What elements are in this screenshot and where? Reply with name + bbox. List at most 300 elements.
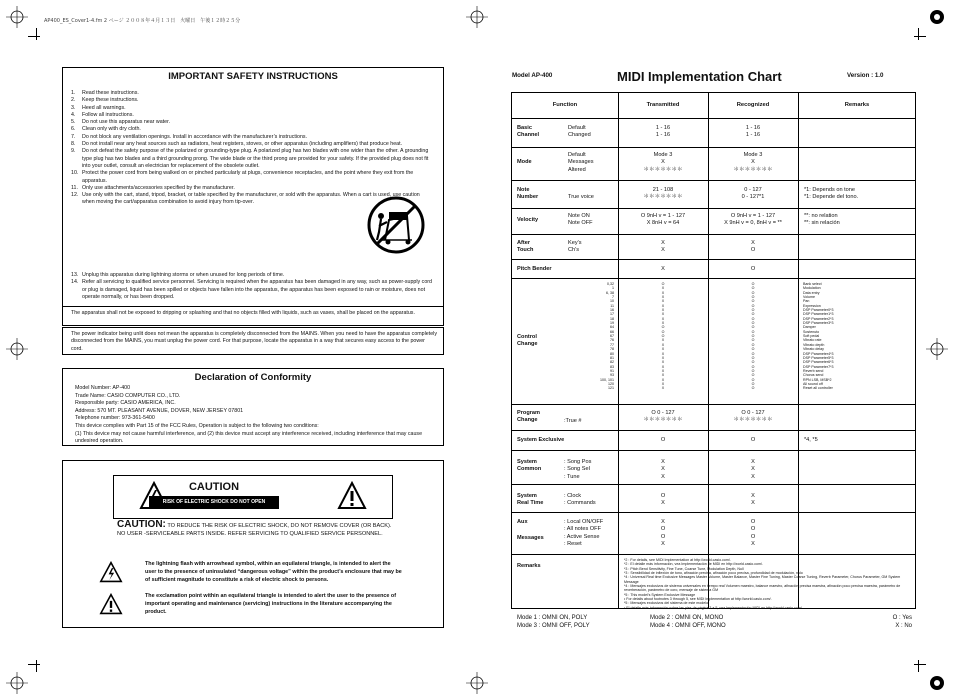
version-label: Version : 1.0 xyxy=(847,72,884,79)
remarks-label: Remarks xyxy=(517,563,541,569)
common-label: Common xyxy=(517,466,542,473)
safety-item-number: 9. xyxy=(71,148,76,155)
cc-rx xyxy=(708,282,798,391)
safety-item xyxy=(71,105,431,112)
note-number-label xyxy=(517,187,538,202)
crop-mark xyxy=(918,28,919,40)
cell-value: ＊＊＊＊＊＊＊ xyxy=(643,194,683,201)
cc-tx-value: O xyxy=(661,282,665,286)
cc-number: 82 xyxy=(610,360,614,365)
row-divider xyxy=(512,118,915,119)
cell-value: O 9nH v = 1 - 127 xyxy=(730,213,776,219)
sysex-rx: O xyxy=(750,437,756,443)
cell-value: X xyxy=(661,459,665,465)
cc-number: 100, 101 xyxy=(600,377,614,382)
cell-remark: **: sin relación xyxy=(804,220,840,227)
safety-item-text: Do not defeat the safety purpose of the polarized or grounding-type plug. A polarized plug has two blades with one wider than the other. A grounding type plug has two blades and a third grounding prong. The wide blade or the third prong are provided for your safety. If the provided plug does not fit into your outlet, consult an electrician for replacement of the obsolete outlet. xyxy=(82,148,429,169)
cell-value: X 8nH v = 64 xyxy=(646,220,680,227)
mode-4-text: Mode 4 : OMNI OFF, MONO xyxy=(650,623,726,629)
cc-remark: Damper xyxy=(803,325,816,330)
cc-tx-value: X xyxy=(661,342,665,347)
cc-remark: Vibrato delay xyxy=(803,347,824,352)
basic-channel-rx xyxy=(708,125,798,140)
cc-rx-value: O xyxy=(751,377,755,382)
mode-2-text: Mode 2 : OMNI ON, MONO xyxy=(650,615,724,621)
cc-rx-value: O xyxy=(751,299,755,304)
control-change-label xyxy=(517,334,538,349)
cc-number: 121 xyxy=(608,386,614,391)
messages-label: Messages xyxy=(517,535,544,541)
conformity-line: Model Number: AP-400 xyxy=(75,385,131,391)
header-function: Function xyxy=(552,102,578,108)
safety-item-number: 8. xyxy=(71,141,76,148)
crop-mark xyxy=(914,664,926,665)
system-common-sub xyxy=(564,459,591,481)
cell-value: X xyxy=(661,541,665,548)
cell-label: : Reset xyxy=(564,541,582,548)
cc-tx-value: X xyxy=(661,308,665,313)
cell-value: 1 - 16 xyxy=(655,132,671,139)
safety-item-text: Refer all servicing to qualified service personnel. Servicing is required when the apparatus has been damaged in any way, such as power-supply cord or plug is damaged, liquid has been spilled or objects have fallen into the apparatus, the apparatus has been exposed to rain or moisture, does not operate normally, or has been dropped. xyxy=(82,279,432,300)
aftertouch-label xyxy=(517,240,533,255)
basic-channel-sub xyxy=(568,125,591,140)
cc-number: 0,32 xyxy=(607,282,614,286)
cc-number: 17 xyxy=(610,312,614,317)
row-divider xyxy=(512,180,915,181)
basic-channel-tx xyxy=(618,125,708,140)
cell-value: X xyxy=(751,493,755,499)
caution-risk-bar: RISK OF ELECTRIC SHOCK DO NOT OPEN xyxy=(149,496,279,509)
cell-value: X xyxy=(751,159,755,166)
cc-tx-value: X xyxy=(661,351,665,356)
cc-remark: Expression xyxy=(803,303,821,308)
cell-value: O xyxy=(660,493,666,499)
conformity-line: Telephone number: 973-361-5400 xyxy=(75,415,155,422)
cell-value: X xyxy=(661,240,665,246)
cc-rx-value: O xyxy=(751,360,755,365)
system-common-tx xyxy=(618,459,708,481)
cc-number: 78 xyxy=(610,347,614,352)
cc-rx-value: O xyxy=(751,334,755,339)
safety-item-number: 12. xyxy=(71,192,79,199)
changed-label: Changed xyxy=(568,132,591,139)
default-label: Default xyxy=(568,125,586,131)
cc-number: 93 xyxy=(610,373,614,378)
basic-label: Basic xyxy=(517,125,532,131)
cc-tx-value: X xyxy=(661,364,665,369)
cc-tx-value: X xyxy=(661,312,665,317)
safety-item-number: 14. xyxy=(71,279,79,286)
cell-value: 21 - 108 xyxy=(652,187,674,193)
footnote: *3 : Sensibilidad de inflexión de tono, afinación precisa, afinación poco precisa, profundidad de modulación, nulo xyxy=(624,571,803,576)
cell-value: X xyxy=(751,541,755,548)
cc-number: 77 xyxy=(610,342,614,347)
footnotes xyxy=(624,558,914,610)
cc-tx-value: X xyxy=(661,295,665,300)
safety-item-number: 3. xyxy=(71,104,76,111)
safety-list-continued xyxy=(71,272,437,301)
cc-number: 91 xyxy=(610,368,614,373)
change-label: Change xyxy=(517,341,538,348)
cc-tx-value: X xyxy=(661,347,665,352)
cc-number: 18 xyxy=(610,316,614,321)
number-label: Number xyxy=(517,194,539,201)
system-label: System xyxy=(517,493,537,499)
cell-label: : Active Sense xyxy=(564,533,600,540)
row-divider xyxy=(512,554,915,555)
cc-rx-value: O xyxy=(751,282,755,286)
cell-value: X xyxy=(661,473,665,480)
cc-number: 66 xyxy=(610,329,614,334)
true-number-label: :True # xyxy=(564,418,582,424)
system-common-rx xyxy=(708,459,798,481)
cell-value: 1 - 16 xyxy=(655,125,671,131)
cell-label: Ch's xyxy=(568,247,580,254)
cell-remark: *1: Depende del tono. xyxy=(804,194,859,201)
cell-label: Messages xyxy=(568,159,594,166)
registration-mark-top-right xyxy=(926,6,948,28)
cc-tx-value: X xyxy=(661,321,665,326)
velocity-sub xyxy=(568,213,593,228)
cell-label: : Song Sel xyxy=(564,466,590,473)
crop-mark xyxy=(36,28,37,40)
program-label: Program xyxy=(517,410,541,416)
realtime-label: Real Time xyxy=(517,500,544,507)
system-realtime-label xyxy=(517,493,543,508)
cc-rx-value: O xyxy=(751,303,755,308)
cc-rx-value: O xyxy=(751,368,755,373)
safety-item-text: Use only with the cart, stand, tripod, bracket, or table specified by the manufacturer, or sold with the apparatus. When a cart is used, use caution when moving the cart/apparatus combination to avoid injury from tip-over. xyxy=(82,192,420,206)
safety-item xyxy=(71,141,431,148)
cc-tx-value: X xyxy=(661,303,665,308)
cell-value: X xyxy=(661,466,665,473)
cc-tx-value: O xyxy=(661,334,665,339)
safety-item xyxy=(71,97,431,104)
note-rx xyxy=(708,187,798,202)
cc-remark: Data entry xyxy=(803,290,820,295)
mode-tx xyxy=(618,152,708,174)
cell-value: X xyxy=(661,500,665,507)
cell-value: ＊＊＊＊＊＊＊ xyxy=(643,417,683,424)
cell-remark: *1: Depends on tone xyxy=(804,187,856,193)
cc-rx-value: O xyxy=(751,325,755,330)
cc-rx-value: O xyxy=(751,316,755,321)
footnote: • For details about footnotes 3 through 5, see MIDI Implementation at http://world.casio.com/. xyxy=(624,597,772,602)
row-divider xyxy=(512,404,915,405)
conformity-line: Trade Name: CASIO COMPUTER CO., LTD. xyxy=(75,392,181,399)
cell-value: O xyxy=(750,526,756,533)
safety-item xyxy=(71,134,431,141)
registration-mark-top-center xyxy=(466,6,488,28)
registration-mark-bottom-center xyxy=(466,672,488,694)
aftertouch-sub xyxy=(568,240,582,255)
program-change-label xyxy=(517,410,540,425)
cc-number: 6, 38 xyxy=(606,290,614,295)
velocity-rx xyxy=(708,213,798,228)
cc-remark: Reverb send xyxy=(803,368,824,373)
row-divider xyxy=(512,208,915,209)
system-common-label xyxy=(517,459,541,474)
caution-lead: CAUTION: xyxy=(117,519,166,530)
touch-label: Touch xyxy=(517,247,534,254)
header-recognized: Recognized xyxy=(736,102,770,108)
registration-mark-bottom-left xyxy=(6,672,28,694)
mode-legend-yes-no xyxy=(862,614,912,630)
cell-value: X xyxy=(661,247,665,254)
cell-value: O xyxy=(660,533,666,540)
file-header-line: AP400_ES_Cover1-4.fm 2 ページ ２００８年４月１３日 火曜日 午後１２時２５分 xyxy=(44,18,241,24)
change-label: Change xyxy=(517,417,538,424)
row-divider xyxy=(512,147,915,148)
cell-value: O xyxy=(750,247,756,254)
safety-item xyxy=(71,279,437,301)
safety-item-text: Do not use this apparatus near water. xyxy=(82,119,171,126)
after-label: After xyxy=(517,240,531,246)
cell-value: O xyxy=(660,526,666,533)
cc-remark: DSP Parameter7*3 xyxy=(803,364,834,369)
cc-remarks xyxy=(803,282,915,391)
caution-body: TO REDUCE THE RISK OF ELECTRIC SHOCK, DO NOT REMOVE COVER (OR BACK). NO USER -SERVICEABLE PARTS INSIDE. REFER SERVICING TO QUALIFIED SERVICE PERSONNEL. xyxy=(117,523,392,537)
cc-number: 64 xyxy=(610,325,614,330)
midi-implementation-table xyxy=(511,92,916,609)
pitch-bender-tx: X xyxy=(661,266,665,272)
cc-tx-value: X xyxy=(661,338,665,343)
velocity-label: Velocity xyxy=(517,217,539,223)
cc-number: 81 xyxy=(610,355,614,360)
safety-item-number: 2. xyxy=(71,97,76,104)
no-text: X : No xyxy=(895,623,912,629)
safety-item-number: 1. xyxy=(71,90,76,96)
cc-rx-value: O xyxy=(751,347,755,352)
cc-remark: DSP Parameter6*3 xyxy=(803,360,834,365)
cell-value: Mode 3 xyxy=(743,152,763,158)
exclamation-triangle-icon xyxy=(337,481,367,511)
cc-rx-value: O xyxy=(751,351,755,356)
safety-item-text: Do not install near any heat sources such as radiators, heat registers, stoves, or other apparatus (including amplifiers) that produce heat. xyxy=(82,141,403,148)
cc-number: 10 xyxy=(610,299,614,304)
cc-number: 83 xyxy=(610,364,614,369)
cell-value: ＊＊＊＊＊＊＊ xyxy=(733,417,773,424)
cc-number: 1 xyxy=(612,286,614,291)
cc-tx-value: X xyxy=(661,299,665,304)
cc-tx-value: X xyxy=(661,368,665,373)
cell-remark: **: no relation xyxy=(804,213,838,219)
footnote: *2 : For details, see MIDI Implementation at http://world.casio.com/. xyxy=(624,558,731,562)
cell-value: X xyxy=(751,240,755,246)
cc-tx-value: X xyxy=(661,316,665,321)
note-tx xyxy=(618,187,708,202)
cc-remark: Soft pedal xyxy=(803,334,820,339)
aux-rx xyxy=(708,519,798,549)
cc-remark: All sound off xyxy=(803,381,823,386)
caution-box xyxy=(62,460,444,628)
model-label: Model AP-400 xyxy=(512,72,553,79)
crop-mark xyxy=(918,660,919,672)
conformity-line: Responsible party: CASIO AMERICA, INC. xyxy=(75,400,176,407)
note-label: Note xyxy=(517,187,530,193)
cc-remark: DSP Parameter1*3 xyxy=(803,312,834,317)
cell-label: Key's xyxy=(568,240,582,246)
safety-item xyxy=(71,112,431,119)
cell-value: X xyxy=(751,459,755,465)
mode-1-text: Mode 1 : OMNI ON, POLY xyxy=(517,615,588,621)
caution-heading: CAUTION xyxy=(188,481,240,493)
cc-remark: Vibrato depth xyxy=(803,342,825,347)
cc-remark: Modulation xyxy=(803,286,821,291)
conformity-line: This device complies with Part 15 of the FCC Rules, Operation is subject to the following two conditions: xyxy=(75,422,319,429)
safety-item-number: 5. xyxy=(71,119,76,126)
cell-value: 1 - 16 xyxy=(745,132,761,139)
cc-number: 7 xyxy=(612,295,614,300)
conformity-line: Address: 570 MT. PLEASANT AVENUE, DOVER, NEW JERSEY 07801 xyxy=(75,407,244,414)
cc-rx-value: O xyxy=(751,286,755,291)
cell-label: : Local ON/OFF xyxy=(564,519,604,525)
pitch-bender-rx: O xyxy=(750,266,756,272)
cell-value: X xyxy=(751,500,755,507)
midi-chart-title: MIDI Implementation Chart xyxy=(617,69,782,84)
caution-text xyxy=(117,521,397,538)
row-divider xyxy=(512,430,915,431)
cell-value: O xyxy=(750,533,756,540)
cc-tx-value: X xyxy=(661,381,665,386)
footnote: *2 : El detalle más información, vea Implementación de MIDI en http://world.casio.com/. xyxy=(624,562,764,567)
cc-rx-value: O xyxy=(751,329,755,334)
cc-remark: DSP Parameter0*3 xyxy=(803,308,834,313)
cc-rx-value: O xyxy=(751,290,755,295)
cc-tx-value: X xyxy=(661,355,665,360)
cart-tipover-warning-icon xyxy=(367,196,425,254)
mode-sub xyxy=(568,152,594,174)
cell-value: O 0 - 127 xyxy=(651,410,675,416)
safety-item-text: Only use attachments/accessories specified by the manufacturer. xyxy=(82,184,235,191)
cc-number: 76 xyxy=(610,338,614,343)
cc-rx-value: O xyxy=(751,381,755,386)
cc-rx-value: O xyxy=(751,342,755,347)
cell-value: ＊＊＊＊＊＊＊ xyxy=(643,166,683,173)
safety-item xyxy=(71,272,437,279)
safety-item-number: 13. xyxy=(71,272,79,278)
cc-remark: Volume xyxy=(803,295,815,300)
registration-mark-mid-right xyxy=(926,338,948,360)
cc-tx-value: X xyxy=(661,373,665,378)
cell-value: X xyxy=(661,159,665,166)
cell-value: X xyxy=(751,473,755,480)
cc-rx-value: O xyxy=(751,295,755,300)
cell-label: : All notes OFF xyxy=(564,526,601,533)
cc-tx-value: X xyxy=(661,360,665,365)
crop-mark xyxy=(28,664,40,665)
cell-value: 1 - 16 xyxy=(745,125,761,131)
program-rx xyxy=(708,410,798,425)
power-indicator-box xyxy=(62,327,444,355)
header-remarks: Remarks xyxy=(844,102,870,108)
safety-item-text: Unplug this apparatus during lightning storms or when unused for long periods of time. xyxy=(82,272,285,278)
safety-item-text: Do not block any ventilation openings. Install in accordance with the manufacturer’s instructions. xyxy=(82,133,308,140)
channel-label: Channel xyxy=(517,132,540,139)
conformity-line: (1) This device may not cause harmful interference, and (2) this device must accept any interference received, including interference that may cause undesired operation. xyxy=(75,430,423,445)
cc-rx-value: O xyxy=(751,312,755,317)
safety-title: IMPORTANT SAFETY INSTRUCTIONS xyxy=(168,71,338,82)
cell-value: 0 - 127 xyxy=(744,187,762,193)
yes-text: O : Yes xyxy=(892,615,912,621)
control-label: Control xyxy=(517,334,537,340)
cell-value: O xyxy=(750,519,756,525)
mode-rx xyxy=(708,152,798,174)
cell-value: O 9nH v = 1 - 127 xyxy=(640,213,686,219)
cc-rx-value: O xyxy=(751,386,755,391)
conformity-box xyxy=(62,368,444,446)
cell-value: Mode 3 xyxy=(653,152,673,158)
cell-value: X 9nH v = 0, 8nH v = ** xyxy=(724,220,782,227)
cc-remark: Sostenuto xyxy=(803,329,820,334)
footnote: *4 : Universal Real time Exclusive Messages Master Volume, Master Balance, Master Fine Tuning, Master Coarse Tuning, Reverb Parameter, Chorus Parameter, GM System Message xyxy=(624,575,901,584)
velocity-tx xyxy=(618,213,708,228)
cell-value: X xyxy=(751,466,755,473)
safety-item-text: Read these instructions. xyxy=(82,90,139,96)
cell-value: X xyxy=(661,519,665,525)
safety-item xyxy=(71,185,431,192)
conformity-title: Declaration of Conformity xyxy=(194,372,312,383)
system-label: System xyxy=(517,459,537,465)
cc-rx-value: O xyxy=(751,355,755,360)
crop-mark xyxy=(914,36,926,37)
cc-number: 11 xyxy=(610,303,614,308)
row-divider xyxy=(512,234,915,235)
registration-mark-bottom-right xyxy=(926,672,948,694)
safety-item-text: Heed all warnings. xyxy=(82,104,126,111)
true-voice-label: True voice xyxy=(568,194,594,200)
cc-number: 16 xyxy=(610,308,614,313)
cc-remark: DSP Parameter5*3 xyxy=(803,355,834,360)
cell-value: ＊＊＊＊＊＊＊ xyxy=(733,166,773,173)
system-realtime-tx xyxy=(618,493,708,508)
basic-channel-label xyxy=(517,125,539,140)
cell-label: : Tune xyxy=(564,473,580,480)
safety-item xyxy=(71,170,431,185)
footnote: *5 : This model's System Exclusive Message xyxy=(624,592,696,597)
safety-instructions-box xyxy=(62,67,444,307)
cc-numbers xyxy=(582,282,614,391)
sysex-tx: O xyxy=(660,437,666,443)
cc-rx-value: O xyxy=(751,308,755,313)
pitch-bender-label: Pitch Bender xyxy=(517,266,552,272)
cell-value: O 0 - 127 xyxy=(741,410,765,416)
footnote: • El detalle más información sobre las pies de página 3 a 5, vea Implementación MIDI en http://world.casio.com/. xyxy=(624,605,803,610)
system-exclusive-label: System Exclusive xyxy=(517,437,565,443)
lightning-explanation: The lightning flash with arrowhead symbol, within an equilateral triangle, is intended to alert the user to the presence of uninsulated “dangerous voltage” within the product’s enclosure that may be of sufficient magnitude to constitute a risk of electric shock to persons. xyxy=(145,561,402,583)
cc-remark: Vibrato rate xyxy=(803,338,822,343)
cc-tx-value: O xyxy=(661,329,665,334)
cc-tx-value: O xyxy=(661,325,665,330)
crop-mark xyxy=(36,660,37,672)
system-realtime-rx xyxy=(708,493,798,508)
mode-3-text: Mode 3 : OMNI OFF, POLY xyxy=(517,623,590,629)
safety-item-text: Clean only with dry cloth. xyxy=(82,126,141,133)
cc-rx-value: O xyxy=(751,321,755,326)
cc-rx-value: O xyxy=(751,364,755,369)
row-divider xyxy=(512,259,915,260)
safety-item xyxy=(71,90,431,97)
safety-item-text: Follow all instructions. xyxy=(82,111,134,118)
program-tx xyxy=(618,410,708,425)
row-divider xyxy=(512,484,915,485)
safety-item-number: 10. xyxy=(71,170,79,177)
safety-item-number: 7. xyxy=(71,133,76,140)
mode-legend-1 xyxy=(517,614,590,630)
safety-item-text: Keep these instructions. xyxy=(82,97,139,104)
cc-tx-value: X xyxy=(661,377,665,382)
power-indicator-text: The power indicator being unlit does not mean the apparatus is completely disconnected from the MAINS. When you need to have the apparatus completely disconnected from the MAINS, you must unplug the power cord. For that purpose, locate the apparatus in a way that secures easy access to the power cord. xyxy=(71,331,437,352)
